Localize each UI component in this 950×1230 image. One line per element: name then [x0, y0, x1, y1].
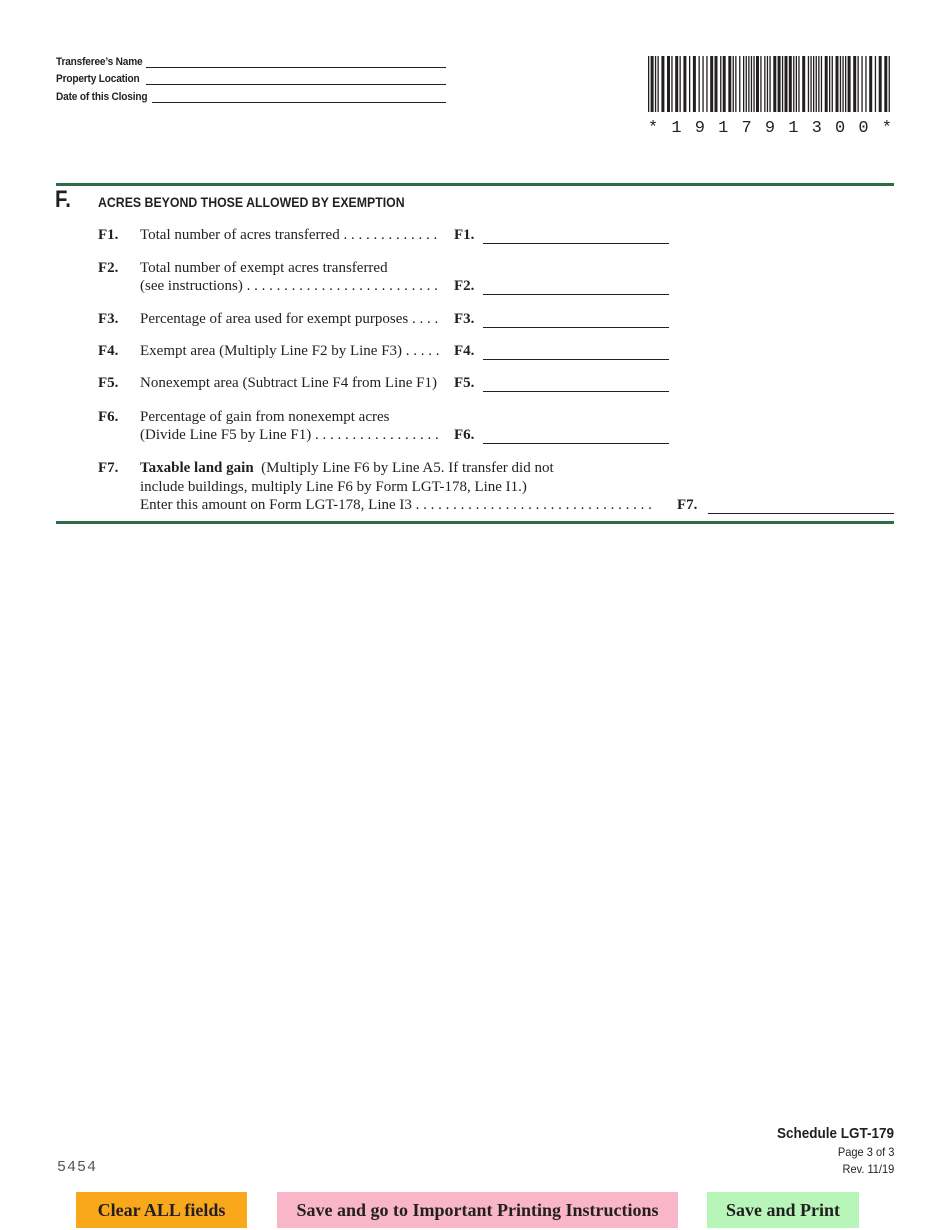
barcode-bar — [764, 56, 765, 112]
clear-all-button[interactable]: Clear ALL fields — [76, 1192, 247, 1228]
property-location-input-line[interactable] — [146, 84, 446, 85]
barcode-bar — [710, 56, 713, 112]
barcode-bar — [889, 56, 890, 112]
date-closing-field[interactable] — [56, 89, 155, 103]
barcode-bar — [832, 56, 833, 112]
line-f7-text-2: include buildings, multiply Line F6 by Form LGT-178, Line I1.) — [140, 479, 527, 495]
barcode-bar — [808, 56, 809, 112]
barcode-bar — [756, 56, 759, 112]
line-f5-input[interactable] — [483, 391, 669, 392]
barcode-bar — [739, 56, 740, 112]
line-f4-input[interactable] — [483, 359, 669, 360]
barcode-bar — [720, 56, 721, 112]
barcode-bar — [680, 56, 681, 112]
barcode-bar — [728, 56, 731, 112]
barcode-char: * — [881, 119, 892, 138]
line-f3-text: Percentage of area used for exempt purposes . . . . — [140, 311, 439, 327]
line-f4-ref: F4. — [454, 343, 475, 359]
barcode-bar — [865, 56, 866, 112]
transferee-name-field[interactable] — [56, 54, 150, 68]
line-f1-number: F1. — [98, 227, 119, 243]
barcode-char: 0 — [835, 119, 846, 138]
barcode-bar — [798, 56, 799, 112]
barcode-bar — [793, 56, 794, 112]
barcode-bar — [658, 56, 659, 112]
barcode-bar — [810, 56, 811, 112]
transferee-name-label: Transferee’s Name — [56, 56, 143, 68]
date-closing-input-line[interactable] — [152, 102, 446, 103]
line-f7-input[interactable] — [708, 513, 894, 514]
line-f5-ref: F5. — [454, 375, 475, 391]
line-f7-text-3: Enter this amount on Form LGT-178, Line I3 . . . . . . . . . . . . . . . . . . . . . . . . . . . . . . . . — [140, 497, 652, 513]
line-f6-ref: F6. — [454, 427, 475, 443]
line-f6-text-2: (Divide Line F5 by Line F1) . . . . . . . . . . . . . . . . . — [140, 427, 439, 443]
barcode-bar — [840, 56, 841, 112]
line-f7-number: F7. — [98, 460, 119, 476]
barcode-bar — [760, 56, 761, 112]
barcode-bar — [715, 56, 718, 112]
barcode-bar — [743, 56, 744, 112]
line-f1-text: Total number of acres transferred . . . . . . . . . . . . . — [140, 227, 438, 243]
line-f6-text: Percentage of gain from nonexempt acres — [140, 409, 390, 425]
barcode-bar — [723, 56, 726, 112]
barcode-bar — [853, 56, 856, 112]
barcode-text — [648, 119, 892, 138]
line-f7-bold: Taxable land gain — [140, 460, 254, 476]
date-closing-label: Date of this Closing — [56, 91, 148, 103]
line-f3-input[interactable] — [483, 327, 669, 328]
barcode-bar — [746, 56, 747, 112]
barcode-bar — [884, 56, 887, 112]
page-number: Page 3 of 3 — [837, 1145, 894, 1159]
barcode-bar — [706, 56, 707, 112]
line-f4-number: F4. — [98, 343, 119, 359]
line-f2-text: Total number of exempt acres transferred — [140, 260, 388, 276]
barcode-bar — [785, 56, 788, 112]
barcode-bar — [648, 56, 649, 112]
line-f2-input[interactable] — [483, 294, 669, 295]
save-instructions-button[interactable]: Save and go to Important Printing Instructions — [277, 1192, 678, 1228]
barcode — [648, 56, 892, 112]
barcode-bar — [671, 56, 672, 112]
barcode-bar — [748, 56, 749, 112]
barcode-bar — [693, 56, 696, 112]
barcode-char: 1 — [788, 119, 799, 138]
barcode-bar — [848, 56, 851, 112]
revision-date: Rev. 11/19 — [842, 1162, 894, 1176]
barcode-bar — [796, 56, 797, 112]
barcode-bar — [675, 56, 678, 112]
barcode-bar — [778, 56, 781, 112]
barcode-bar — [802, 56, 805, 112]
barcode-bar — [818, 56, 819, 112]
barcode-bar — [858, 56, 859, 112]
barcode-bar — [689, 56, 690, 112]
barcode-bar — [879, 56, 882, 112]
line-f7-ref: F7. — [677, 497, 698, 513]
barcode-bar — [753, 56, 754, 112]
barcode-bar — [869, 56, 872, 112]
line-f1-input[interactable] — [483, 243, 669, 244]
barcode-bar — [773, 56, 776, 112]
barcode-bar — [655, 56, 656, 112]
transferee-name-input-line[interactable] — [146, 67, 446, 68]
barcode-bar — [699, 56, 700, 112]
barcode-bar — [769, 56, 770, 112]
line-f5-number: F5. — [98, 375, 119, 391]
barcode-char: 9 — [764, 119, 776, 138]
barcode-char: 1 — [671, 119, 682, 138]
barcode-bar — [842, 56, 843, 112]
barcode-char: 0 — [858, 119, 869, 138]
barcode-char: 7 — [741, 119, 752, 138]
barcode-bar — [651, 56, 654, 112]
save-print-button[interactable]: Save and Print — [707, 1192, 859, 1228]
property-location-field[interactable] — [56, 71, 147, 85]
section-title: ACRES BEYOND THOSE ALLOWED BY EXEMPTION — [98, 194, 405, 210]
section-letter: F. — [55, 186, 71, 213]
barcode-bar — [829, 56, 830, 112]
property-location-label: Property Location — [56, 73, 140, 85]
barcode-char: 1 — [718, 119, 729, 138]
section-bottom-rule — [56, 521, 894, 524]
barcode-bar — [825, 56, 828, 112]
line-f4-text: Exempt area (Multiply Line F2 by Line F3) . . . . . — [140, 343, 440, 359]
line-f7-text-1: (Multiply Line F6 by Line A5. If transfer did not — [261, 460, 554, 476]
barcode-char: * — [648, 119, 659, 138]
barcode-bar — [789, 56, 792, 112]
form-code: 5454 — [57, 1159, 98, 1176]
line-f6-input[interactable] — [483, 443, 669, 444]
line-f1-ref: F1. — [454, 227, 475, 243]
line-f2-number: F2. — [98, 260, 119, 276]
barcode-bar — [836, 56, 839, 112]
barcode-bar — [816, 56, 817, 112]
line-f5-text: Nonexempt area (Subtract Line F4 from Line F1) — [140, 375, 437, 391]
barcode-bar — [667, 56, 670, 112]
barcode-bar — [733, 56, 734, 112]
barcode-bar — [751, 56, 752, 112]
barcode-bar — [875, 56, 876, 112]
barcode-bar — [735, 56, 736, 112]
line-f7-text — [140, 460, 554, 477]
barcode-bar — [702, 56, 703, 112]
barcode-bar — [683, 56, 686, 112]
barcode-char: 9 — [694, 119, 705, 138]
form-id: Schedule LGT-179 — [776, 1125, 894, 1142]
line-f2-ref: F2. — [454, 278, 475, 294]
line-f2-text-2: (see instructions) . . . . . . . . . . . . . . . . . . . . . . . . . . — [140, 278, 438, 294]
line-f6-number: F6. — [98, 409, 119, 425]
line-f3-number: F3. — [98, 311, 119, 327]
barcode-bar — [767, 56, 768, 112]
barcode-bar — [782, 56, 783, 112]
barcode-bar — [813, 56, 814, 112]
barcode-bar — [661, 56, 664, 112]
barcode-char: 3 — [811, 119, 822, 138]
line-f3-ref: F3. — [454, 311, 475, 327]
barcode-bar — [821, 56, 822, 112]
section-top-rule — [56, 183, 894, 186]
barcode-bar — [861, 56, 862, 112]
barcode-bar — [845, 56, 846, 112]
